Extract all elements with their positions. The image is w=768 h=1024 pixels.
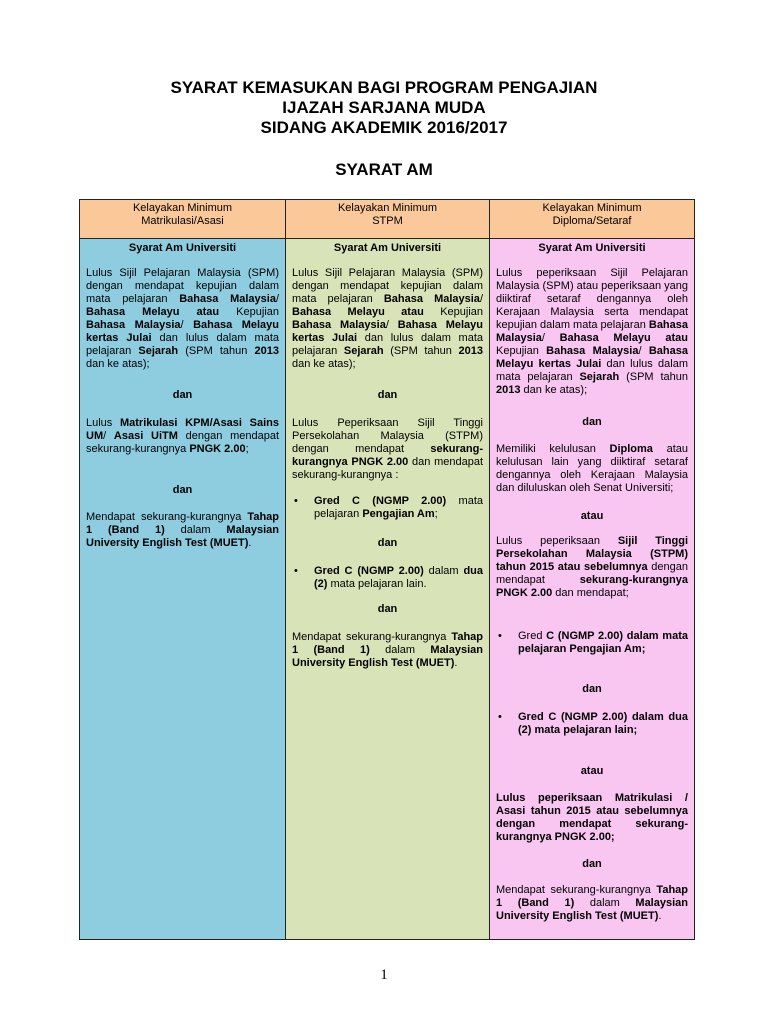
matrikulasi-requirement: Lulus peperiksaan Matrikulasi / Asasi tahun 2015 atau sebelumnya dengan mendapat sekurang-kurangnya PNGK 2.00; xyxy=(496,792,688,843)
spm-requirement: Lulus Sijil Pelajaran Malaysia (SPM) dengan mendapat kepujian dalam mata pelajaran Bahasa Malaysia/ Bahasa Melayu atau Kepujian Bahasa Malaysia/ Bahasa Melayu kertas Julai dan lulus dalam mata pelajaran Sejarah (SPM tahun 2013 dan ke atas); xyxy=(292,267,484,370)
column-header-line: Diploma/Setaraf xyxy=(552,215,632,227)
muet-requirement: Mendapat sekurang-kurangnya Tahap 1 (Band 1) dalam Malaysian University English Test (MUET). xyxy=(292,631,483,669)
bullet-icon: • xyxy=(294,495,298,507)
requirements-table xyxy=(79,199,695,940)
connector-dan: dan xyxy=(172,484,193,496)
column-header-stpm xyxy=(286,200,490,239)
connector-atau: atau xyxy=(580,765,604,777)
column-stpm xyxy=(286,239,490,939)
spm-requirement: Lulus peperiksaan Sijil Pelajaran Malaysia (SPM) atau peperiksaan yang diiktiraf setaraf dengannya oleh Kerajaan Malaysia serta mendapat kepujian dalam mata pelajaran Bahasa Malaysia/ Bahasa Melayu atau Kepujian Bahasa Malaysia/ Bahasa Melayu kertas Julai dan lulus dalam mata pelajaran Sejarah (SPM tahun 2013 dan ke atas); xyxy=(496,267,689,396)
bullet-icon: • xyxy=(498,711,502,723)
column-header-line: Kelayakan Minimum xyxy=(132,202,233,214)
column-subheading: Syarat Am Universiti xyxy=(128,242,237,254)
stpm-requirement: Lulus Peperiksaan Sijil Tinggi Persekolahan Malaysia (STPM) dengan mendapat sekurang-kurangnya PNGK 2.00 dan mendapat sekurang-kurangnya : xyxy=(292,417,484,481)
connector-dan: dan xyxy=(582,416,602,428)
column-header-diploma xyxy=(490,200,694,239)
bullet-item: • Gred C (NGMP 2.00) dalam dua (2) mata pelajaran lain. xyxy=(294,565,483,590)
page-number: 1 xyxy=(380,967,388,983)
connector-atau: atau xyxy=(580,510,604,522)
bullet-item: • Gred C (NGMP 2.00) dalam dua (2) mata pelajaran lain; xyxy=(498,711,688,736)
column-diploma xyxy=(490,239,694,939)
column-header-line: Kelayakan Minimum xyxy=(542,202,642,214)
document-title-line-1: SYARAT KEMASUKAN BAGI PROGRAM PENGAJIAN xyxy=(170,78,598,97)
muet-requirement: Mendapat sekurang-kurangnya Tahap 1 (Band 1) dalam Malaysian University English Test (MUET). xyxy=(86,511,279,549)
column-matrikulasi xyxy=(80,239,286,939)
bullet-item: • Gred C (NGMP 2.00) mata pelajaran Pengajian Am; xyxy=(294,495,484,520)
muet-requirement: Mendapat sekurang-kurangnya Tahap 1 (Band 1) dalam Malaysian University English Test (MUET). xyxy=(496,884,688,922)
connector-dan: dan xyxy=(377,603,398,615)
column-header-line: STPM xyxy=(372,215,403,227)
column-header-line: Kelayakan Minimum xyxy=(337,202,438,214)
bullet-icon: • xyxy=(294,565,298,577)
connector-dan: dan xyxy=(377,389,398,401)
column-subheading: Syarat Am Universiti xyxy=(538,242,646,254)
section-title: SYARAT AM xyxy=(335,160,433,179)
spm-requirement: Lulus Sijil Pelajaran Malaysia (SPM) dengan mendapat kepujian dalam mata pelajaran Bahasa Malaysia/ Bahasa Melayu atau Kepujian Bahasa Malaysia/ Bahasa Melayu kertas Julai dan lulus dalam mata pelajaran Sejarah (SPM tahun 2013 dan ke atas); xyxy=(86,267,280,370)
column-header-matrikulasi xyxy=(80,200,286,239)
column-subheading: Syarat Am Universiti xyxy=(333,242,442,254)
bullet-item: • Gred C (NGMP 2.00) dalam mata pelajaran Pengajian Am; xyxy=(498,630,688,655)
document-title-line-2: IJAZAH SARJANA MUDA xyxy=(282,98,486,117)
connector-dan: dan xyxy=(582,858,602,870)
bullet-icon: • xyxy=(498,630,502,642)
stpm-requirement: Lulus peperiksaan Sijil Tinggi Persekolahan Malaysia (STPM) tahun 2015 atau sebelumnya dengan mendapat sekurang-kurangnya PNGK 2.00 dan mendapat; xyxy=(496,535,689,599)
column-header-line: Matrikulasi/Asasi xyxy=(141,215,224,227)
connector-dan: dan xyxy=(172,389,193,401)
diploma-requirement: Memiliki kelulusan Diploma atau kelulusan lain yang diiktiraf setaraf dengannya oleh Kerajaan Malaysia dan diluluskan oleh Senat Universiti; xyxy=(496,443,689,494)
connector-dan: dan xyxy=(377,537,398,549)
document-title-line-3: SIDANG AKADEMIK 2016/2017 xyxy=(260,118,508,137)
connector-dan: dan xyxy=(582,683,602,695)
matrikulasi-requirement: Lulus Matrikulasi KPM/Asasi Sains UM/ Asasi UiTM dengan mendapat sekurang-kurangnya PNGK 2.00; xyxy=(86,417,280,455)
